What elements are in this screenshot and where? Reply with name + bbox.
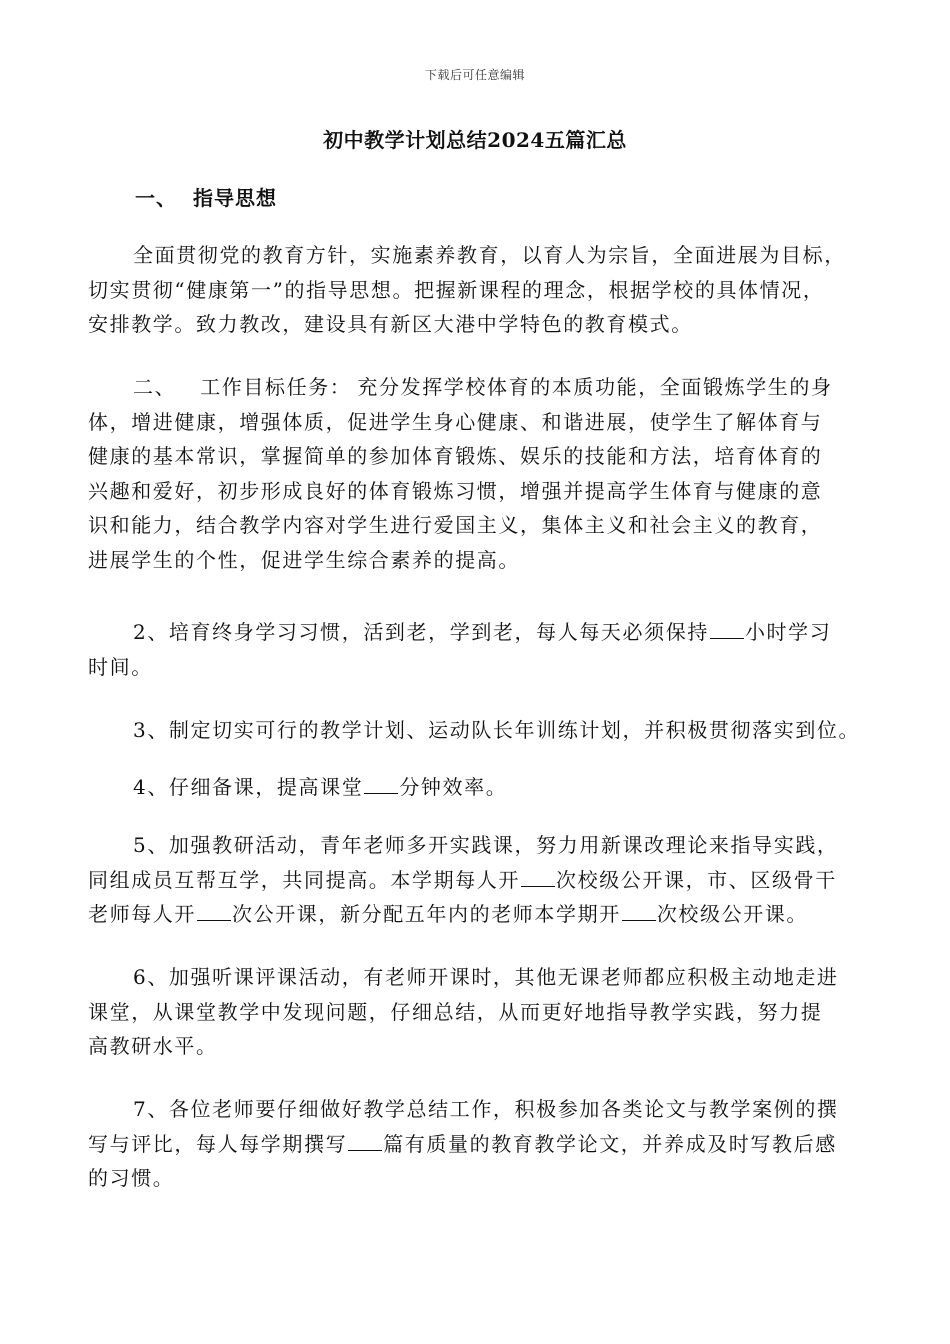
text-segment: 分钟效率。 (399, 775, 508, 799)
paragraph-line: 切实贯彻“健康第一”的指导思想。把握新课程的理念，根据学校的具体情况， (88, 277, 825, 302)
section-title: 指导思想 (193, 186, 277, 210)
fill-blank (622, 902, 656, 921)
text-segment: 篇有质量的教育教学论文，并养成及时写教后感 (383, 1131, 837, 1156)
paragraph-line: 3、制定切实可行的教学计划、运动队长年训练计划，并积极贯彻落实到位。 (133, 718, 861, 742)
text-segment: 次公开课，新分配五年内的老师本学期开 (232, 902, 621, 926)
paragraph-line: 健康的基本常识，掌握简单的参加体育锻炼、娱乐的技能和方法，培育体育的 (88, 444, 823, 468)
paragraph-line: 进展学生的个性，促进学生综合素养的提高。 (88, 547, 520, 572)
paragraph-line: 6、加强听课评课活动，有老师开课时，其他无课老师都应积极主动地走进 (133, 965, 839, 989)
text-segment: 同组成员互帮互学，共同提高。本学期每人开 (88, 867, 520, 892)
paragraph-item-2 (88, 615, 878, 684)
paragraph-line (88, 770, 878, 805)
fill-blank (197, 902, 231, 921)
text-segment: 4、仔细备课，提高课堂 (133, 775, 364, 799)
paragraph-guiding-thought (88, 238, 878, 342)
paragraph-line (88, 1127, 878, 1162)
paragraph-item-4 (88, 770, 878, 805)
paragraph-line (88, 370, 878, 405)
text-segment: 写与评比，每人每学期撰写 (88, 1131, 348, 1156)
fill-blank (364, 775, 398, 794)
text-segment: 次校级公开课，市、区级骨干 (556, 867, 837, 892)
paragraph-line: 高教研水平。 (88, 1034, 218, 1058)
paragraph-line: 的习惯。 (88, 1166, 175, 1190)
fill-blank (348, 1132, 382, 1151)
paragraph-line (88, 615, 878, 650)
paragraph-line: 7、各位老师要仔细做好教学总结工作，积极参加各类论文与教学案例的撰 (133, 1097, 839, 1121)
paragraph-line (88, 863, 878, 898)
paragraph-line: 课堂，从课堂教学中发现问题，仔细总结，从而更好地指导教学实践，努力提 (88, 999, 823, 1024)
paragraph-item-5 (88, 828, 878, 932)
paragraph-line: 全面贯彻党的教育方针，实施素养教育，以育人为宗旨，全面进展为目标， (133, 243, 846, 267)
text-segment: 次校级公开课。 (656, 902, 809, 926)
goals-label: 工作目标任务： (200, 375, 352, 399)
paragraph-line: 时间。 (88, 654, 153, 679)
paragraph-line (88, 897, 878, 932)
text-segment: 老师每人开 (88, 902, 196, 926)
section-number: 一、 (135, 186, 177, 210)
paragraph-item-3 (88, 713, 878, 748)
section-number: 二、 (133, 375, 177, 399)
paragraph-item-7 (88, 1092, 878, 1196)
header-note: 下载后可任意编辑 (424, 68, 525, 82)
paragraph-work-goals (88, 370, 878, 577)
paragraph-line: 5、加强教研活动，青年老师多开实践课，努力用新课改理论来指导实践， (133, 833, 839, 857)
fill-blank (710, 620, 744, 639)
goals-text: 充分发挥学校体育的本质功能，全面锻炼学生的身 (357, 375, 833, 399)
paragraph-line: 兴趣和爱好，初步形成良好的体育锻炼习惯，增强并提高学生体育与健康的意 (88, 478, 823, 503)
section-heading-1 (135, 182, 277, 211)
paragraph-item-6 (88, 960, 878, 1064)
text-segment: 2、培育终身学习习惯，活到老，学到老，每人每天必须保持 (133, 620, 709, 644)
fill-blank (521, 868, 555, 887)
paragraph-line: 识和能力，结合教学内容对学生进行爱国主义，集体主义和社会主义的教育， (88, 513, 823, 537)
text-segment: 小时学习 (744, 620, 832, 644)
paragraph-line: 安排教学。致力教改，建设具有新区大港中学特色的教育模式。 (88, 312, 693, 336)
paragraph-line: 体，增进健康，增强体质，促进学生身心健康、和谐进展，使学生了解体育与 (88, 409, 823, 434)
document-title: 初中教学计划总结2024五篇汇总 (323, 128, 627, 152)
